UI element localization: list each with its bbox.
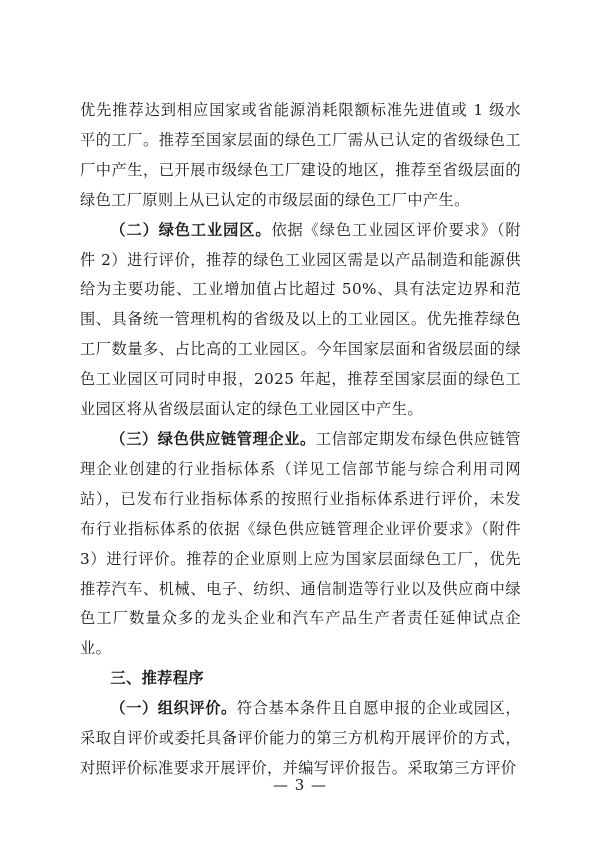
paragraph-organize-evaluation — [80, 694, 521, 784]
section-heading-recommendation-procedure: 三、推荐程序 — [110, 669, 204, 688]
body-green-industrial-park: 依据《绿色工业园区评价要求》（附件 2）进行评价，推荐的绿色工业园区需是以产品制造和能源供给为主要功能、工业增加值占比超过 50%、具有法定边界和范围、具备统一管理机构的省级及以上的工业园区。优先推荐绿色工厂数量多、占比高的工业园区。今年国家层面和省级层面的绿色工业园区可同时申报，2025 年起，推荐至国家层面的绿色工业园区将从省级层面认定的绿色工业园区中产生。 — [80, 220, 521, 419]
paragraph-green-supply-chain — [80, 425, 521, 664]
heading-organize-evaluation: （一）组织评价。 — [110, 699, 237, 718]
body-green-supply-chain: 工信部定期发布绿色供应链管理企业创建的行业指标体系（详见工信部节能与综合利用司网站），已发布行业指标体系的按照行业指标体系进行评价，未发布行业指标体系的依据《绿色供应链管理企业评价要求》（附件 3）进行评价。推荐的企业原则上应为国家层面绿色工厂，优先推荐汽车、机械、电子、纺织、通信制造等行业以及供应商中绿色工厂数量众多的龙头企业和汽车产品生产者责任延伸试点企业。 — [80, 429, 522, 658]
paragraph-green-industrial-park — [80, 216, 521, 425]
body-organize-evaluation: 符合基本条件且自愿申报的企业或园区，采取自评价或委托具备评价能力的第三方机构开展评价的方式，对照评价标准要求开展评价，并编写评价报告。采取第三方评价 — [80, 699, 521, 777]
heading-green-industrial-park: （二）绿色工业园区。 — [110, 220, 272, 239]
paragraph-green-factory-continued: 优先推荐达到相应国家或省能源消耗限额标准先进值或 1 级水平的工厂。推荐至国家层面的绿色工厂需从已认定的省级绿色工厂中产生，已开展市级绿色工厂建设的地区，推荐至省级层面的绿色工厂原则上从已认定的市级层面的绿色工厂中产生。 — [80, 101, 521, 209]
document-body — [80, 96, 521, 784]
heading-green-supply-chain: （三）绿色供应链管理企业。 — [110, 429, 316, 448]
page-number: — 3 — — [272, 776, 328, 794]
